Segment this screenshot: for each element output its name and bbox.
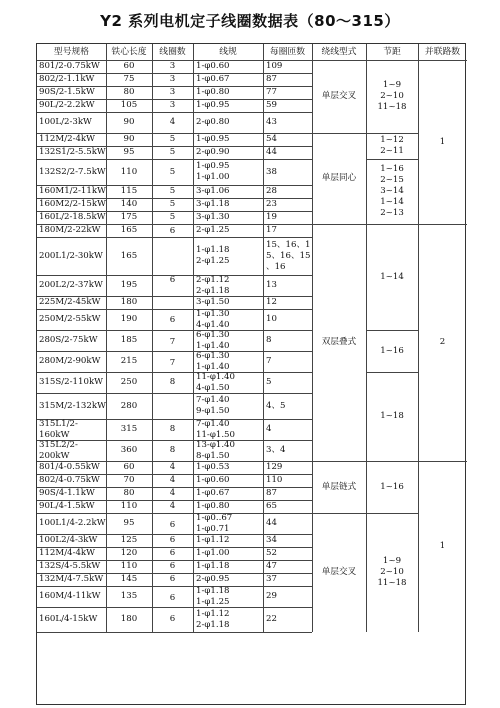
text-line: 3-φ1.06 xyxy=(196,186,230,196)
wire-gauge-cell xyxy=(193,330,263,351)
winding-type-cell: 双层叠式 xyxy=(321,337,357,347)
column-divider xyxy=(106,44,107,632)
coil-count-cell: 5 xyxy=(169,147,176,157)
turns-cell xyxy=(263,146,312,159)
wire-gauge-cell xyxy=(193,237,263,275)
model-cell: 315L2/2-200kW xyxy=(39,439,78,461)
core-length-cell: 145 xyxy=(120,574,138,584)
core-length-cell: 90 xyxy=(123,117,135,127)
winding-type-cell: 单层同心 xyxy=(321,173,357,183)
coil-count-cell: 6 xyxy=(169,535,176,545)
pitch-cell xyxy=(366,461,418,513)
text-line: 7 xyxy=(266,356,272,366)
text-line: 109 xyxy=(266,61,283,71)
model-cell: 180M/2-22kW xyxy=(39,225,101,235)
text-line: 1-φ0.53 xyxy=(196,462,230,472)
core-length-cell: 110 xyxy=(120,561,138,571)
text-line: 1~14 xyxy=(380,197,404,207)
turns-cell xyxy=(263,573,312,586)
core-length-cell: 140 xyxy=(120,199,138,209)
wire-gauge-cell xyxy=(193,211,263,224)
text-line: 1-φ1.40 xyxy=(196,340,230,351)
column-header: 线圈数 xyxy=(159,46,186,57)
wire-gauge-cell xyxy=(193,351,263,372)
core-length-cell: 95 xyxy=(123,518,135,528)
pitch-cell xyxy=(366,133,418,159)
wire-gauge-cell xyxy=(193,73,263,86)
wire-gauge-cell xyxy=(193,99,263,112)
wire-gauge-cell xyxy=(193,86,263,99)
text-line: 1-φ1.12 xyxy=(196,535,230,545)
coil-count-cell: 6 xyxy=(169,574,176,584)
wire-gauge-cell xyxy=(193,296,263,309)
wire-gauge-cell xyxy=(193,500,263,513)
text-line: 110 xyxy=(266,475,283,485)
text-line: 1-φ1.30 xyxy=(196,308,230,319)
text-line: 23 xyxy=(266,199,277,209)
coil-count-cell: 5 xyxy=(169,212,176,222)
core-length-cell: 185 xyxy=(120,335,138,345)
core-length-cell: 360 xyxy=(120,445,138,455)
turns-cell xyxy=(263,60,312,73)
text-line: 1-φ0.95 xyxy=(196,161,230,171)
text-line: 5、16、15 xyxy=(266,250,311,261)
winding-type-cell: 单层交叉 xyxy=(321,567,357,577)
core-length-cell: 280 xyxy=(120,400,138,411)
row-divider xyxy=(37,632,312,633)
pitch-cell xyxy=(366,159,418,224)
stator-coil-data-table xyxy=(36,43,466,705)
coil-count-cell: 3 xyxy=(169,87,176,97)
wire-gauge-cell xyxy=(193,560,263,573)
text-line: 11-φ1.50 xyxy=(196,429,235,440)
core-length-cell: 180 xyxy=(120,614,138,624)
turns-cell xyxy=(263,133,312,146)
text-line: 1-φ0.60 xyxy=(196,475,230,485)
text-line: 2-φ0.95 xyxy=(196,574,230,584)
coil-count-cell: 6 xyxy=(169,561,176,571)
coil-count-label: 6 xyxy=(169,592,176,603)
text-line: 34 xyxy=(266,535,277,545)
turns-cell xyxy=(263,224,312,237)
model-cell: 90S/4-1.1kW xyxy=(39,488,95,498)
wire-gauge-cell xyxy=(193,372,263,393)
text-line: 1~16 xyxy=(380,345,404,356)
turns-cell xyxy=(263,419,312,440)
model-cell: 132M/4-7.5kW xyxy=(39,574,104,584)
text-line: 1-φ0.80 xyxy=(196,87,230,97)
text-line: 1-φ0.95 xyxy=(196,100,230,110)
coil-count-cell xyxy=(152,237,193,275)
coil-count-label: 7 xyxy=(169,336,176,347)
turns-cell xyxy=(263,461,312,474)
wire-gauge-cell xyxy=(193,309,263,330)
table-title: Y2 系列电机定子线圈数据表（80～315） xyxy=(100,12,400,30)
text-line: 1-φ1.18 xyxy=(196,585,230,596)
text-line: 3~14 xyxy=(380,186,404,196)
model-cell: 801/2-0.75kW xyxy=(39,61,100,71)
wire-gauge-cell xyxy=(193,513,263,534)
model-cell: 801/4-0.55kW xyxy=(39,462,100,472)
core-length-cell: 75 xyxy=(123,74,135,84)
core-length-cell: 195 xyxy=(120,280,138,290)
column-header: 型号规格 xyxy=(53,46,90,57)
text-line: 1-φ1.00 xyxy=(196,548,230,558)
core-length-cell: 80 xyxy=(123,87,135,97)
coil-count-cell: 5 xyxy=(169,199,176,209)
coil-count-label: 7 xyxy=(169,357,176,368)
model-cell: 90L/4-1.5kW xyxy=(39,501,95,511)
wire-gauge-cell xyxy=(193,275,263,296)
text-line: 6-φ1.30 xyxy=(196,329,230,340)
column-divider xyxy=(152,44,153,632)
text-line: 28 xyxy=(266,186,277,196)
text-line: 129 xyxy=(266,462,283,472)
turns-cell xyxy=(263,86,312,99)
column-header: 节距 xyxy=(383,46,401,57)
turns-cell xyxy=(263,309,312,330)
text-line: 17 xyxy=(266,225,277,235)
turns-cell xyxy=(263,440,312,461)
text-line: 7-φ1.40 xyxy=(196,418,230,429)
core-length-cell: 115 xyxy=(120,186,138,196)
column-divider xyxy=(418,44,419,632)
text-line: 3-φ1.30 xyxy=(196,212,230,222)
text-line: 2-φ1.25 xyxy=(196,256,230,266)
text-line: 77 xyxy=(266,87,277,97)
coil-count-cell: 3 xyxy=(169,74,176,84)
turns-cell xyxy=(263,372,312,393)
coil-count-cell xyxy=(152,296,193,309)
pitch-cell xyxy=(366,372,418,461)
core-length-cell: 105 xyxy=(120,100,138,110)
text-line: 1~9 xyxy=(382,80,402,90)
text-line: 6-φ1.30 xyxy=(196,350,230,361)
turns-cell xyxy=(263,296,312,309)
model-cell: 112M/4-4kW xyxy=(39,548,95,558)
wire-gauge-cell xyxy=(193,586,263,607)
text-line: 12 xyxy=(266,297,277,307)
column-header: 绕线型式 xyxy=(321,46,357,57)
text-line: 11-φ1.40 xyxy=(196,371,235,382)
text-line: 2~15 xyxy=(380,175,404,185)
text-line: 1-φ1.18 xyxy=(196,561,230,571)
coil-count-label: 6 xyxy=(169,226,176,236)
core-length-cell: 180 xyxy=(120,297,138,307)
parallel-paths-cell: 1 xyxy=(439,136,446,147)
winding-type-cell: 单层链式 xyxy=(321,481,357,492)
text-line: 2-φ0.90 xyxy=(196,147,230,157)
text-line: 1~16 xyxy=(380,481,404,492)
core-length-cell: 135 xyxy=(120,591,138,601)
turns-cell xyxy=(263,185,312,198)
column-header: 线规 xyxy=(219,46,237,57)
text-line: 1~16 xyxy=(380,164,404,174)
model-cell: 112M/2-4kW xyxy=(39,134,95,144)
turns-cell xyxy=(263,211,312,224)
text-line: 1~9 xyxy=(382,556,402,566)
core-length-cell: 250 xyxy=(120,377,138,387)
core-length-cell: 165 xyxy=(120,225,138,235)
text-line: 11~18 xyxy=(377,578,407,588)
pitch-cell xyxy=(366,513,418,632)
text-line: 2-φ1.18 xyxy=(196,285,230,296)
text-line: 1~14 xyxy=(380,271,404,282)
text-line: 1-φ1.18 xyxy=(196,245,230,255)
model-cell: 160L/4-15kW xyxy=(39,614,98,624)
turns-cell xyxy=(263,237,312,275)
text-line: 13 xyxy=(266,280,277,290)
model-cell: 90S/2-1.5kW xyxy=(39,87,95,97)
model-cell: 160M2/2-15kW xyxy=(39,199,106,209)
coil-count-cell: 6 xyxy=(169,548,176,558)
turns-cell xyxy=(263,393,312,419)
model-cell: 160L/2-18.5kW xyxy=(39,212,106,222)
core-length-cell: 215 xyxy=(120,356,138,366)
model-cell: 802/2-1.1kW xyxy=(39,74,95,84)
turns-cell xyxy=(263,560,312,573)
winding-type-cell: 单层交叉 xyxy=(321,91,357,101)
core-length-cell: 190 xyxy=(120,314,138,324)
wire-gauge-cell xyxy=(193,419,263,440)
wire-gauge-cell xyxy=(193,547,263,560)
model-cell: 315L1/2-160kW xyxy=(39,418,78,440)
coil-count-cell: 6 xyxy=(169,614,176,624)
coil-count-cell: 8 xyxy=(169,445,176,455)
model-cell: 280S/2-75kW xyxy=(39,335,98,345)
turns-cell xyxy=(263,351,312,372)
text-line: 43 xyxy=(266,117,277,127)
coil-count-label: 6 xyxy=(169,275,176,285)
core-length-cell: 120 xyxy=(120,548,138,558)
wire-gauge-cell xyxy=(193,198,263,211)
wire-gauge-cell xyxy=(193,112,263,133)
wire-gauge-cell xyxy=(193,474,263,487)
core-length-cell: 110 xyxy=(120,501,138,511)
coil-count-cell: 3 xyxy=(169,61,176,71)
parallel-paths-cell: 2 xyxy=(439,337,446,347)
column-divider xyxy=(366,44,367,632)
coil-count-label: 6 xyxy=(169,519,176,530)
coil-count-cell: 5 xyxy=(169,186,176,196)
model-cell: 132S/4-5.5kW xyxy=(39,561,101,571)
text-line: 22 xyxy=(266,614,277,624)
wire-gauge-cell xyxy=(193,534,263,547)
coil-count-cell xyxy=(152,393,193,419)
text-line: 1~18 xyxy=(380,411,404,421)
text-line: 47 xyxy=(266,561,277,571)
wire-gauge-cell xyxy=(193,607,263,632)
column-divider xyxy=(263,44,264,632)
model-cell: 225M/2-45kW xyxy=(39,297,101,307)
wire-gauge-cell xyxy=(193,393,263,419)
turns-cell xyxy=(263,275,312,296)
text-line: 29 xyxy=(266,591,277,601)
coil-count-cell: 8 xyxy=(169,377,176,387)
turns-cell xyxy=(263,198,312,211)
coil-count-cell: 4 xyxy=(169,117,176,127)
wire-gauge-cell xyxy=(193,461,263,474)
model-cell: 100L2/4-3kW xyxy=(39,535,98,545)
turns-cell xyxy=(263,112,312,133)
core-length-cell: 95 xyxy=(123,147,135,157)
model-cell: 315S/2-110kW xyxy=(39,377,103,387)
pitch-cell xyxy=(366,60,418,133)
text-line: 3-φ1.18 xyxy=(196,199,230,209)
turns-cell xyxy=(263,513,312,534)
text-line: 7-φ1.40 xyxy=(196,395,230,405)
text-line: 5 xyxy=(266,377,272,387)
pitch-cell xyxy=(366,224,418,330)
turns-cell xyxy=(263,487,312,500)
core-length-cell: 60 xyxy=(123,61,135,71)
turns-cell xyxy=(263,607,312,632)
turns-cell xyxy=(263,500,312,513)
text-line: 37 xyxy=(266,574,277,584)
wire-gauge-cell xyxy=(193,573,263,586)
model-cell: 132S2/2-7.5kW xyxy=(39,166,106,177)
text-line: 2~11 xyxy=(380,146,404,156)
model-cell: 100L1/4-2.2kW xyxy=(39,518,106,528)
coil-count-cell: 5 xyxy=(169,134,176,144)
text-line: 4、5 xyxy=(266,400,286,411)
text-line: 1-φ0.71 xyxy=(196,523,230,534)
text-line: 2-φ1.12 xyxy=(196,274,230,285)
coil-count-cell: 3 xyxy=(169,100,176,110)
column-header: 每圈匝数 xyxy=(269,46,306,57)
text-line: 38 xyxy=(266,166,277,177)
text-line: 1~12 xyxy=(380,135,404,145)
core-length-cell: 60 xyxy=(123,462,135,472)
core-length-cell: 110 xyxy=(120,166,138,177)
model-cell: 100L/2-3kW xyxy=(39,117,92,127)
model-cell: 160M/4-11kW xyxy=(39,591,101,601)
model-cell: 200L2/2-37kW xyxy=(39,280,103,290)
text-line: 1-φ1.25 xyxy=(196,596,230,607)
coil-count-cell: 5 xyxy=(169,166,176,177)
model-cell: 315M/2-132kW xyxy=(39,400,106,411)
wire-gauge-cell xyxy=(193,185,263,198)
core-length-cell: 80 xyxy=(123,488,135,498)
text-line: 52 xyxy=(266,548,277,558)
text-line: 2~10 xyxy=(380,91,404,101)
wire-gauge-cell xyxy=(193,159,263,185)
text-line: 44 xyxy=(266,518,277,528)
text-line: 2~10 xyxy=(380,567,404,577)
wire-gauge-cell xyxy=(193,224,263,237)
text-line: 1-φ0..67 xyxy=(196,512,233,523)
text-line: 19 xyxy=(266,212,277,222)
core-length-cell: 165 xyxy=(120,250,138,261)
column-divider xyxy=(193,44,194,632)
wire-gauge-cell xyxy=(193,60,263,73)
text-line: 8 xyxy=(266,335,272,345)
turns-cell xyxy=(263,534,312,547)
turns-cell xyxy=(263,159,312,185)
text-line: 65 xyxy=(266,501,277,511)
text-line: 10 xyxy=(266,314,277,324)
text-line: 4-φ1.50 xyxy=(196,382,230,393)
coil-count-cell: 4 xyxy=(169,462,176,472)
column-divider xyxy=(312,44,313,632)
text-line: 8-φ1.50 xyxy=(196,450,230,461)
text-line: 54 xyxy=(266,134,277,144)
model-cell: 160M1/2-11kW xyxy=(39,186,106,196)
text-line: 1-φ0.80 xyxy=(196,501,230,511)
wire-gauge-cell xyxy=(193,133,263,146)
coil-count-cell: 4 xyxy=(169,501,176,511)
wire-gauge-cell xyxy=(193,146,263,159)
model-cell: 200L1/2-30kW xyxy=(39,250,103,261)
parallel-paths-cell: 1 xyxy=(439,541,446,551)
wire-gauge-cell xyxy=(193,487,263,500)
text-line: 2~13 xyxy=(380,208,404,218)
text-line: 87 xyxy=(266,74,277,84)
text-line: 1-φ1.40 xyxy=(196,361,230,372)
text-line: 、16 xyxy=(266,261,286,272)
core-length-cell: 70 xyxy=(123,475,135,485)
text-line: 3-φ1.50 xyxy=(196,297,230,307)
text-line: 59 xyxy=(266,100,277,110)
text-line: 44 xyxy=(266,147,277,157)
core-length-cell: 175 xyxy=(120,212,138,222)
text-line: 2-φ0.80 xyxy=(196,117,230,127)
turns-cell xyxy=(263,547,312,560)
column-header: 并联路数 xyxy=(424,46,461,57)
coil-count-label: 6 xyxy=(169,314,176,325)
model-cell: 132S1/2-5.5kW xyxy=(39,147,106,157)
model-cell: 802/4-0.75kW xyxy=(39,475,100,485)
text-line: 11~18 xyxy=(377,102,407,112)
core-length-cell: 90 xyxy=(123,134,135,144)
model-cell: 90L/2-2.2kW xyxy=(39,100,95,110)
core-length-cell: 125 xyxy=(120,535,138,545)
text-line: 13-φ1.40 xyxy=(196,439,235,450)
text-line: 9-φ1.50 xyxy=(196,406,230,416)
text-line: 1-φ0.67 xyxy=(196,74,230,84)
model-cell: 280M/2-90kW xyxy=(39,356,101,366)
turns-cell xyxy=(263,73,312,86)
turns-cell xyxy=(263,330,312,351)
coil-count-cell: 8 xyxy=(169,424,176,434)
text-line: 1-φ0.60 xyxy=(196,61,230,71)
turns-cell xyxy=(263,99,312,112)
text-line: 87 xyxy=(266,488,277,498)
text-line: 4-φ1.40 xyxy=(196,319,230,330)
text-line: 2-φ1.18 xyxy=(196,619,230,630)
wire-gauge-cell xyxy=(193,440,263,461)
text-line: 4 xyxy=(266,424,272,434)
text-line: 15、16、1 xyxy=(266,239,311,250)
text-line: 1-φ1.00 xyxy=(196,172,230,182)
coil-count-cell: 4 xyxy=(169,488,176,498)
core-length-cell: 315 xyxy=(120,424,138,434)
text-line: 3、4 xyxy=(266,445,286,455)
text-line: 1-φ0.95 xyxy=(196,134,230,144)
text-line: 1-φ1.12 xyxy=(196,608,230,619)
pitch-cell xyxy=(366,330,418,372)
column-header: 铁心长度 xyxy=(111,46,147,57)
text-line: 1-φ0.67 xyxy=(196,488,230,498)
turns-cell xyxy=(263,586,312,607)
text-line: 2-φ1.25 xyxy=(196,225,230,235)
turns-cell xyxy=(263,474,312,487)
model-cell: 250M/2-55kW xyxy=(39,314,101,324)
coil-count-cell: 4 xyxy=(169,475,176,485)
